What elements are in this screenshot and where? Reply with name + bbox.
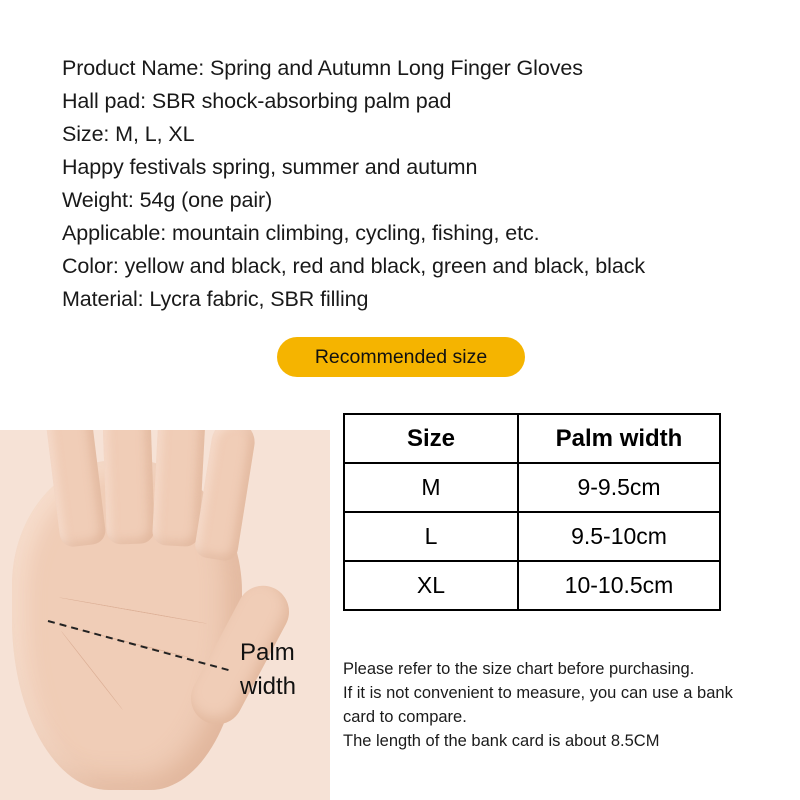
- cell-width-l: 9.5-10cm: [518, 512, 720, 561]
- spec-line-season: Happy festivals spring, summer and autumn: [62, 155, 478, 179]
- cell-size-m: M: [344, 463, 518, 512]
- header-size: Size: [344, 414, 518, 463]
- cell-width-xl: 10-10.5cm: [518, 561, 720, 610]
- finger-middle: [101, 430, 155, 545]
- table-row: [344, 463, 720, 512]
- palm-width-caption: [240, 636, 296, 704]
- cell-width-m: 9-9.5cm: [518, 463, 720, 512]
- palm-crease: [59, 597, 207, 624]
- palm-crease: [66, 626, 194, 659]
- palm-crease: [61, 631, 123, 710]
- cell-size-xl: XL: [344, 561, 518, 610]
- spec-line-size: Size: M, L, XL: [62, 122, 195, 146]
- table-row: [344, 512, 720, 561]
- footnote-line-1: Please refer to the size chart before purchasing.: [343, 660, 695, 678]
- specification-list: [62, 52, 782, 316]
- recommended-size-label: Recommended size: [314, 345, 488, 368]
- size-chart-table: [343, 413, 721, 611]
- table-row: [344, 561, 720, 610]
- spec-line-color: Color: yellow and black, red and black, green and black, black: [62, 254, 645, 278]
- header-palm-width: Palm width: [518, 414, 720, 463]
- footnote-block: [343, 657, 773, 753]
- hand-photo: [0, 430, 330, 800]
- footnote-line-4: The length of the bank card is about 8.5CM: [343, 732, 660, 750]
- palm-shape: [12, 460, 242, 790]
- spec-line-material: Material: Lycra fabric, SBR filling: [62, 287, 369, 311]
- spec-line-applicable: Applicable: mountain climbing, cycling, fishing, etc.: [62, 221, 540, 245]
- cell-size-l: L: [344, 512, 518, 561]
- footnote-line-3: card to compare.: [343, 708, 467, 726]
- palm-width-caption-line2: width: [240, 673, 297, 700]
- recommended-size-badge: [277, 337, 525, 377]
- spec-line-product-name: Product Name: Spring and Autumn Long Finger Gloves: [62, 56, 583, 80]
- spec-line-hall-pad: Hall pad: SBR shock-absorbing palm pad: [62, 89, 452, 113]
- footnote-line-2: If it is not convenient to measure, you can use a bank: [343, 684, 733, 702]
- spec-line-weight: Weight: 54g (one pair): [62, 188, 273, 212]
- table-header-row: [344, 414, 720, 463]
- palm-width-caption-line1: Palm: [240, 639, 295, 666]
